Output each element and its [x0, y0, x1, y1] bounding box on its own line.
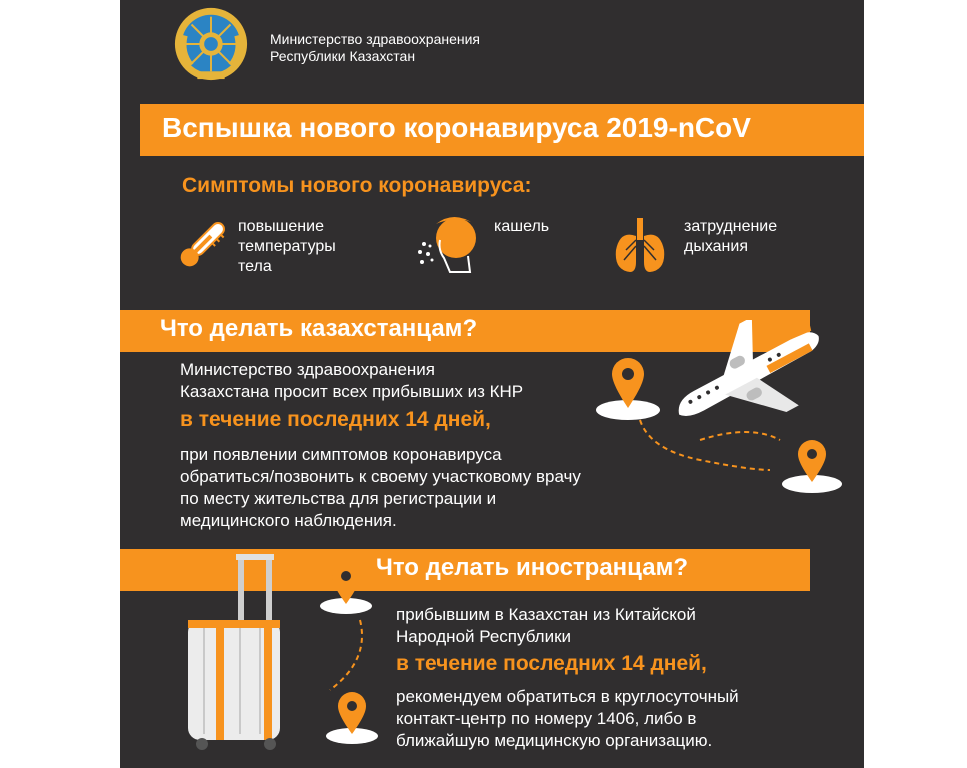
foreigners-line4: контакт-центр по номеру 1406, либо в — [396, 709, 697, 728]
foreigners-line3: рекомендуем обратиться в круглосуточный — [396, 687, 739, 706]
foreigners-line1: прибывшим в Казахстан из Китайской — [396, 605, 696, 624]
ministry-name — [270, 31, 480, 65]
symptom-fever-line1: повышение — [238, 218, 324, 235]
ministry-line2: Республики Казахстан — [270, 48, 416, 64]
symptom-breathing-line2: дыхания — [684, 238, 748, 255]
thermometer-icon — [176, 218, 226, 274]
suitcase-route-illustration — [180, 550, 380, 768]
symptom-cough-line1: кашель — [494, 218, 550, 235]
symptom-fever — [238, 217, 336, 277]
symptom-fever-line3: тела — [238, 258, 272, 275]
lungs-icon — [610, 216, 670, 276]
citizens-line1: Министерство здравоохранения — [180, 360, 435, 379]
citizens-heading: Что делать казахстанцам? — [160, 315, 478, 342]
citizens-highlight: в течение последних 14 дней, — [180, 408, 491, 431]
citizens-line5: по месту жительства для регистрации и — [180, 489, 497, 508]
symptom-cough — [494, 217, 549, 237]
symptom-breathing-line1: затруднение — [684, 218, 778, 235]
ministry-line1: Министерство здравоохранения — [270, 31, 480, 47]
foreigners-highlight: в течение последних 14 дней, — [396, 652, 707, 675]
kazakhstan-emblem-icon — [172, 4, 250, 84]
symptom-fever-line2: температуры — [238, 238, 336, 255]
foreigners-line2: Народной Республики — [396, 627, 572, 646]
infographic-poster — [120, 0, 864, 768]
page-title: Вспышка нового коронавируса 2019-nCoV — [162, 112, 751, 143]
symptoms-heading: Симптомы нового коронавируса: — [182, 174, 532, 197]
citizens-line3: при появлении симптомов коронавируса — [180, 445, 502, 464]
foreigners-heading: Что делать иностранцам? — [376, 554, 688, 581]
citizens-line6: медицинского наблюдения. — [180, 511, 397, 530]
cough-icon — [414, 210, 480, 274]
symptom-breathing — [684, 217, 777, 257]
citizens-line2: Казахстана просит всех прибывших из КНР — [180, 382, 524, 401]
airplane-route-illustration — [590, 320, 864, 500]
foreigners-line5: ближайшую медицинскую организацию. — [396, 731, 713, 750]
citizens-line4: обратиться/позвонить к своему участковому врачу — [180, 467, 581, 486]
